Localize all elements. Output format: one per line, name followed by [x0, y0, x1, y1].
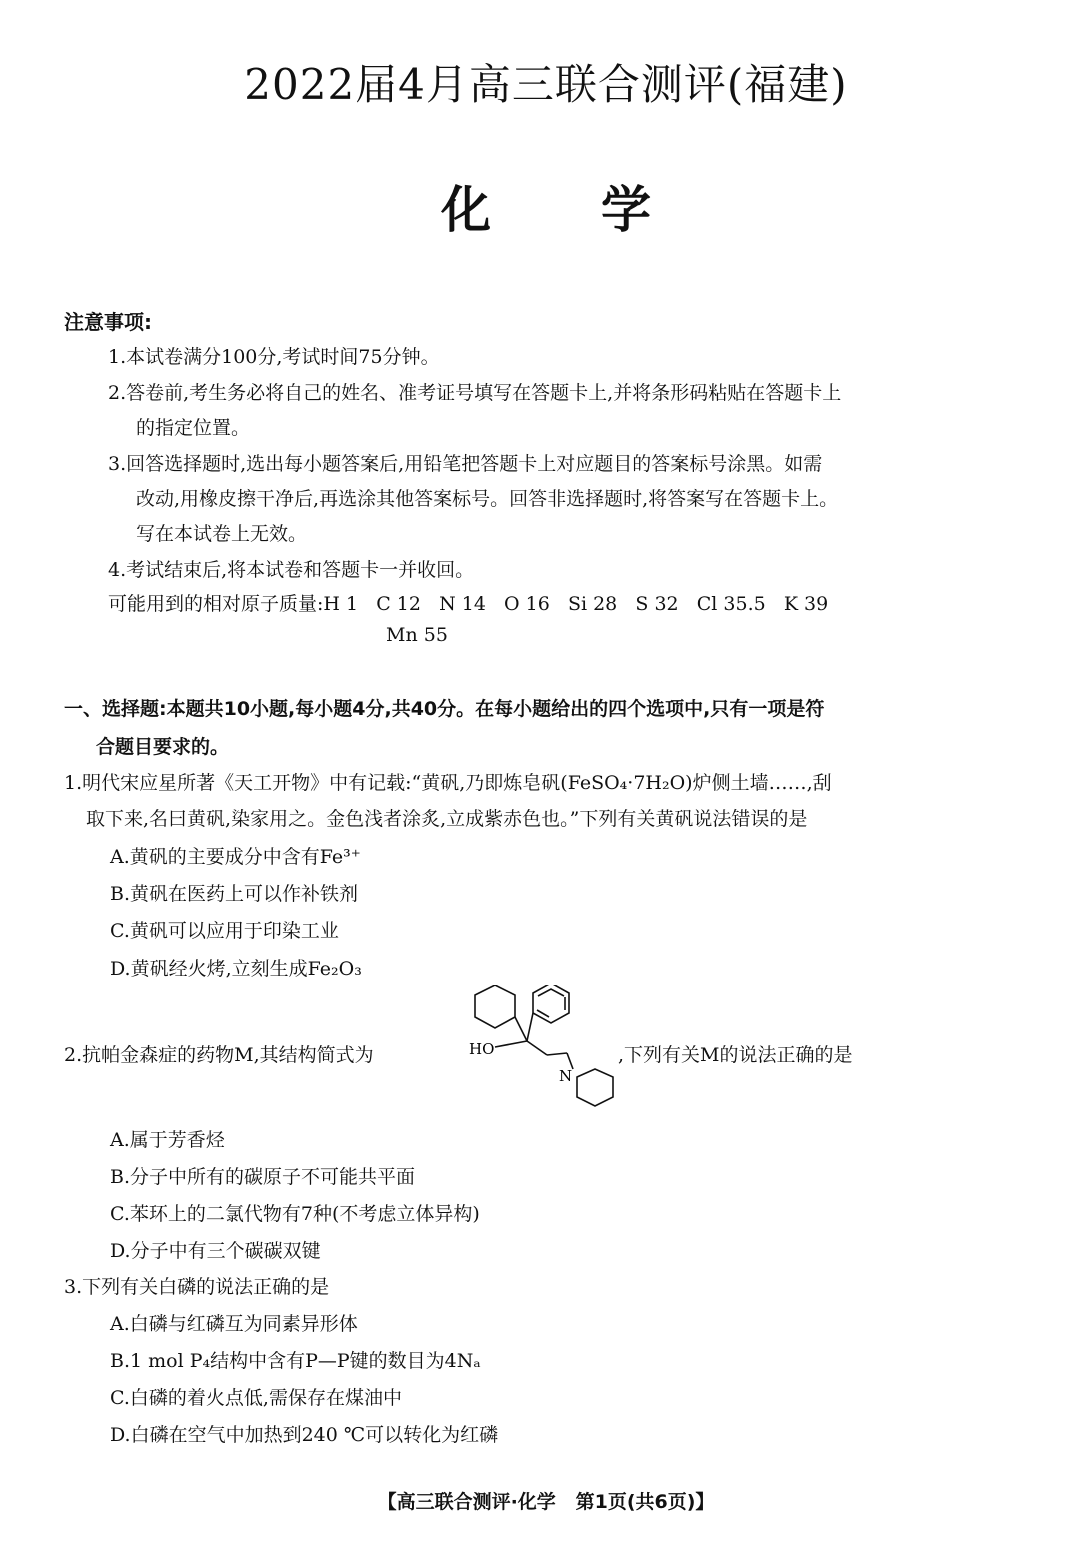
q2-option-d: D.分子中有三个碳碳双键 — [110, 1240, 321, 1262]
struct-n-label: N — [559, 1067, 573, 1085]
notice-item: 3.回答选择题时,选出每小题答案后,用铅笔把答题卡上对应题目的答案标号涂黑。如需 — [108, 453, 823, 475]
q1-stem: 1.明代宋应星所著《天工开物》中有记载:“黄矾,乃即炼皂矾(FeSO₄·7H₂O)炉侧土墙……,刮 — [64, 772, 832, 794]
notice-heading: 注意事项: — [64, 310, 152, 334]
notice-item: 2.答卷前,考生务必将自己的姓名、准考证号填写在答题卡上,并将条形码粘贴在答题卡上 — [108, 382, 842, 404]
q1-stem-2: 取下来,名曰黄矾,染家用之。金色浅者涂炙,立成紫赤色也。”下列有关黄矾说法错误的是 — [86, 808, 808, 830]
atomic-mass-line: 可能用到的相对原子质量:H 1 C 12 N 14 O 16 Si 28 S 32 Cl 35.5 K 39 — [108, 593, 829, 615]
subject-char-1: 化 — [441, 181, 491, 239]
atomic-mass-line-2: Mn 55 — [386, 624, 448, 646]
q2-option-a: A.属于芳香烃 — [110, 1129, 225, 1151]
page-footer: 【高三联合测评·化学 第1页(共6页)】 — [377, 1491, 715, 1513]
notice-item: 的指定位置。 — [136, 417, 251, 439]
notice-item: 写在本试卷上无效。 — [136, 523, 308, 545]
q3-option-c: C.白磷的着火点低,需保存在煤油中 — [110, 1387, 402, 1409]
q2-option-c: C.苯环上的二氯代物有7种(不考虑立体异构) — [110, 1203, 480, 1225]
q3-option-d: D.白磷在空气中加热到240 ℃可以转化为红磷 — [110, 1424, 499, 1446]
subject-char-2: 学 — [601, 181, 651, 239]
q2-stem: 2.抗帕金森症的药物M,其结构简式为 — [64, 1044, 374, 1066]
notice-item: 1.本试卷满分100分,考试时间75分钟。 — [108, 346, 440, 368]
q3-stem: 3.下列有关白磷的说法正确的是 — [64, 1276, 330, 1298]
exam-title: 2022届4月高三联合测评(福建) — [244, 60, 848, 109]
q1-option-a: A.黄矾的主要成分中含有Fe³⁺ — [110, 846, 361, 868]
section1-heading-2: 合题目要求的。 — [96, 736, 230, 758]
section1-heading: 一、选择题:本题共10小题,每小题4分,共40分。在每小题给出的四个选项中,只有一项是符 — [64, 698, 825, 720]
notice-item: 改动,用橡皮擦干净后,再选涂其他答案标号。回答非选择题时,将答案写在答题卡上。 — [136, 488, 839, 510]
molecular-structure — [455, 985, 625, 1115]
q1-option-c: C.黄矾可以应用于印染工业 — [110, 920, 339, 942]
q2-option-b: B.分子中所有的碳原子不可能共平面 — [110, 1166, 416, 1188]
struct-ho-label: HO — [469, 1040, 495, 1058]
q1-option-d: D.黄矾经火烤,立刻生成Fe₂O₃ — [110, 958, 362, 980]
notice-item: 4.考试结束后,将本试卷和答题卡一并收回。 — [108, 559, 475, 581]
q1-option-b: B.黄矾在医药上可以作补铁剂 — [110, 883, 359, 905]
q3-option-a: A.白磷与红磷互为同素异形体 — [110, 1313, 358, 1335]
q2-stem-2: ,下列有关M的说法正确的是 — [618, 1044, 853, 1066]
q3-option-b: B.1 mol P₄结构中含有P—P键的数目为4Nₐ — [110, 1350, 481, 1372]
subject-title — [0, 170, 1092, 242]
